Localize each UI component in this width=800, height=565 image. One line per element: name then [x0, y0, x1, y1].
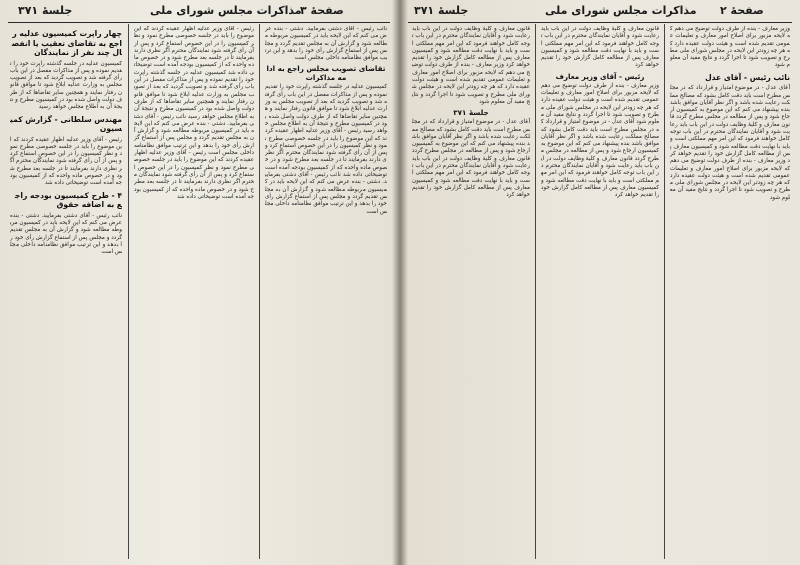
left-col-b-body-4: رئیس - آقای وزیر عدلیه اظهار عقیده کردند که این موضوع را باید در جلسه خصوصی مطرح نمود و نظر کمیسیون را در این خصوص استماع کرد و پس از آن رأی گرفته شود نمایندگان محترم اگر نظری دارند بفرمایند تا در جلسه بعد مطرح شود و در خصوص ماده واحده که از کمیسیون بودجه آمده است توضیحاتی داده شد [134, 150, 254, 200]
right-col-b-body-3: آقای عدل - در موضوع امتیاز و قرارداد که در مجلس مطرح است باید دقت کامل بشود که مصالح مملکت رعایت شده باشد و اگر نظر آقایان موافق باشد بنده پیشنهاد می کنم که این موضوع به کمیسیون ارجاع شود و پس از مطالعه در مجلس مطرح گردد [541, 119, 659, 162]
right-col-a-body-4: قانون معارف و کلیهٔ وظایف دولت در این باب باید رعایت شود و آقایان نمایندگان محترم در این باب توجه کامل خواهند فرمود که این امر مهم مملکتی است و باید با نهایت دقت مطالعه شود و کمیسیون معارف پس از مطالعه کامل گزارش خود را تقدیم خواهد کرد [412, 155, 530, 199]
right-session-label: جلسهٔ ۳۷۱ [414, 4, 469, 17]
left-col-b-body-1: رئیس - آقای وزیر عدلیه اظهار عقیده کردند که این موضوع را باید در جلسه خصوصی مطرح نمود و نظر کمیسیون را در این خصوص استماع کرد و پس از آن رأی گرفته شود نمایندگان محترم اگر نظری دارند بفرمایند تا در جلسه بعد مطرح شود و در خصوص ماده واحده که از کمیسیون بودجه آمده است توضیحاتی داده شد [134, 26, 254, 76]
left-col-a-heading-2: مهندس سلطانی - گزارش کمیسیون [10, 114, 122, 134]
right-col-c-body-4: وزیر معارف - بنده از طرف دولت توضیح می دهم که لایحه مزبور برای اصلاح امور معارف و تعلیمات عمومی تقدیم شده است و هیئت دولت عقیده دارد که هر چه زودتر این لایحه در مجلس شورای ملی مطرح و تصویب شود تا اجرا گردد و نتایج مفید آن معلوم شود [670, 158, 790, 201]
right-col-a-heading: جلسهٔ ۳۷۱ [453, 108, 489, 118]
left-column-a [10, 26, 122, 558]
left-col-a-heading: چهار راپرت کمیسیون عدلیه راجع به تقاضای تعقیب یا انفصال چند نفر از نمایندگان [11, 29, 122, 57]
right-col-a-body-2: وزیر معارف - بنده از طرف دولت توضیح می دهم که لایحه مزبور برای اصلاح امور معارف و تعلیمات عمومی تقدیم شده است و هیئت دولت عقیده دارد که هر چه زودتر این لایحه در مجلس شورای ملی مطرح و تصویب شود تا اجرا گردد و نتایج مفید آن معلوم شود [412, 62, 530, 105]
left-col-c-body-4: نائب رئیس - آقای دشتی بفرمایید. دشتی - بنده عرض می کنم که این لایحه باید در کمیسیون مربوطه مطالعه شود و گزارش آن به مجلس تقدیم گردد و مجلس پس از استماع گزارش رأی خود را بدهد و این ترتیب موافق نظامنامه داخلی مجلس است [265, 172, 387, 215]
right-col-b-body-4: قانون معارف و کلیهٔ وظایف دولت در این باب باید رعایت شود و آقایان نمایندگان محترم در این باب توجه کامل خواهند فرمود که این امر مهم مملکتی است و باید با نهایت دقت مطالعه شود و کمیسیون معارف پس از مطالعه کامل گزارش خود را تقدیم خواهد کرد [541, 155, 659, 199]
left-header-rule [8, 22, 390, 23]
left-col-a-body-3: نائب رئیس - آقای دشتی بفرمایید. دشتی - بنده عرض می کنم که این لایحه باید در کمیسیون مربوطه مطالعه شود و گزارش آن به مجلس تقدیم گردد و مجلس پس از استماع گزارش رأی خود را بدهد و این ترتیب موافق نظامنامه داخلی مجلس است [10, 212, 122, 256]
right-column-a [412, 26, 530, 558]
left-col-c-body-2: کمیسیون عدلیه در جلسه گذشته راپرت خود را تقدیم نموده و پس از مذاکرات مفصل در این باب رأی گرفته شد و تصویب گردید که بعد از تصویب مجلس به وزارت عدلیه ابلاغ شود تا موافق قانون رفتار نمایند و همچنین سایر تقاضاها که از طرف دولت واصل شده بود در کمیسیون مطرح و نتیجهٔ آن به اطلاع مجلس خواهد رسید [265, 84, 387, 135]
right-col-b-body-1: قانون معارف و کلیهٔ وظایف دولت در این باب باید رعایت شود و آقایان نمایندگان محترم در این باب توجه کامل خواهند فرمود که این امر مهم مملکتی است و باید با نهایت دقت مطالعه شود و کمیسیون معارف پس از مطالعه کامل گزارش خود را تقدیم خواهد کرد [541, 26, 659, 69]
right-column-b [541, 26, 659, 558]
right-column-c [670, 26, 790, 558]
right-col-c-heading: نائب رئیس - آقای عدل [705, 72, 790, 82]
right-column-separator-1 [535, 24, 536, 559]
left-column-separator-2 [259, 24, 260, 559]
left-page-label: صفحهٔ ۳ [300, 4, 344, 17]
right-col-a-body-3: آقای عدل - در موضوع امتیاز و قرارداد که در مجلس مطرح است باید دقت کامل بشود که مصالح مملکت رعایت شده باشد و اگر نظر آقایان موافق باشد بنده پیشنهاد می کنم که این موضوع به کمیسیون ارجاع شود و پس از مطالعه در مجلس مطرح گردد [412, 119, 530, 155]
left-column-separator-1 [128, 24, 129, 559]
left-column-b [134, 26, 254, 558]
left-col-a-heading-3: ۴ - طرح کمیسیون بودجه راجع به اضافه حقوق [14, 190, 122, 210]
right-running-title: مذاکرات مجلس شورای ملی [545, 4, 697, 17]
right-col-b-body-2: وزیر معارف - بنده از طرف دولت توضیح می دهم که لایحه مزبور برای اصلاح امور معارف و تعلیمات عمومی تقدیم شده است و هیئت دولت عقیده دارد که هر چه زودتر این لایحه در مجلس شورای ملی مطرح و تصویب شود تا اجرا گردد و نتایج مفید آن معلوم شود [541, 82, 659, 126]
right-col-c-body-3: قانون معارف و کلیهٔ وظایف دولت در این باب باید رعایت شود و آقایان نمایندگان محترم در این باب توجه کامل خواهند فرمود که این امر مهم مملکتی است و باید با نهایت دقت مطالعه شود و کمیسیون معارف پس از مطالعه کامل گزارش خود را تقدیم خواهد کرد [670, 114, 790, 165]
right-page [400, 0, 800, 565]
right-header-rule [408, 22, 792, 23]
right-col-c-body-2: آقای عدل - در موضوع امتیاز و قرارداد که در مجلس مطرح است باید دقت کامل بشود که مصالح مملکت رعایت شده باشد و اگر نظر آقایان موافق باشد بنده پیشنهاد می کنم که این موضوع به کمیسیون ارجاع شود و پس از مطالعه در مجلس مطرح گردد [670, 85, 790, 121]
left-col-c-heading: تقاضای تصویب مجلس راجع به ادامه مذاکرات [266, 64, 386, 83]
left-col-b-body-3: نائب رئیس - آقای دشتی بفرمایید. دشتی - بنده عرض می کنم که این لایحه باید در کمیسیون مربوطه مطالعه شود و گزارش آن به مجلس تقدیم گردد و مجلس پس از استماع گزارش رأی خود را بدهد و این ترتیب موافق نظامنامه داخلی مجلس است [134, 113, 254, 157]
left-col-c-body-3: رئیس - آقای وزیر عدلیه اظهار عقیده کردند که این موضوع را باید در جلسه خصوصی مطرح نمود و نظر کمیسیون را در این خصوص استماع کرد و پس از آن رأی گرفته شود نمایندگان محترم اگر نظری دارند بفرمایند تا در جلسه بعد مطرح شود و در خصوص ماده واحده که از کمیسیون بودجه آمده است توضیحاتی داده شد [265, 128, 387, 179]
left-col-c-body-1: نائب رئیس - آقای دشتی بفرمایید. دشتی - بنده عرض می کنم که این لایحه باید در کمیسیون مربوطه مطالعه شود و گزارش آن به مجلس تقدیم گردد و مجلس پس از استماع گزارش رأی خود را بدهد و این ترتیب موافق نظامنامه داخلی مجلس است [265, 26, 387, 62]
right-column-separator-2 [664, 24, 665, 559]
left-running-title: مذاکرات مجلس شورای ملی [150, 4, 302, 17]
right-col-b-heading: رئیس - آقای وزیر معارف [555, 71, 645, 81]
page-gutter-shadow [392, 0, 408, 565]
right-page-label: صفحهٔ ۲ [720, 4, 764, 17]
left-col-b-body-2: کمیسیون عدلیه در جلسه گذشته راپرت خود را تقدیم نموده و پس از مذاکرات مفصل در این باب رأی گرفته شد و تصویب گردید که بعد از تصویب مجلس به وزارت عدلیه ابلاغ شود تا موافق قانون رفتار نمایند و همچنین سایر تقاضاها که از طرف دولت واصل شده بود در کمیسیون مطرح و نتیجهٔ آن به اطلاع مجلس خواهد رسید [134, 69, 254, 120]
right-col-a-body-1: قانون معارف و کلیهٔ وظایف دولت در این باب باید رعایت شود و آقایان نمایندگان محترم در این باب توجه کامل خواهند فرمود که این امر مهم مملکتی است و باید با نهایت دقت مطالعه شود و کمیسیون معارف پس از مطالعه کامل گزارش خود را تقدیم خواهد کرد [412, 26, 530, 69]
left-col-a-body-2: رئیس - آقای وزیر عدلیه اظهار عقیده کردند که این موضوع را باید در جلسه خصوصی مطرح نمود و نظر کمیسیون را در این خصوص استماع کرد و پس از آن رأی گرفته شود نمایندگان محترم اگر نظری دارند بفرمایند تا در جلسه بعد مطرح شود و در خصوص ماده واحده که از کمیسیون بودجه آمده است توضیحاتی داده شد [10, 136, 122, 187]
right-col-c-body-1: وزیر معارف - بنده از طرف دولت توضیح می دهم که لایحه مزبور برای اصلاح امور معارف و تعلیمات عمومی تقدیم شده است و هیئت دولت عقیده دارد که هر چه زودتر این لایحه در مجلس شورای ملی مطرح و تصویب شود تا اجرا گردد و نتایج مفید آن معلوم شود [670, 26, 790, 69]
left-column-c [265, 26, 387, 558]
left-col-a-body-1: کمیسیون عدلیه در جلسه گذشته راپرت خود را تقدیم نموده و پس از مذاکرات مفصل در این باب رأی گرفته شد و تصویب گردید که بعد از تصویب مجلس به وزارت عدلیه ابلاغ شود تا موافق قانون رفتار نمایند و همچنین سایر تقاضاها که از طرف دولت واصل شده بود در کمیسیون مطرح و نتیجهٔ آن به اطلاع مجلس خواهد رسید [10, 60, 122, 111]
left-session-label: جلسهٔ ۳۷۱ [18, 4, 73, 17]
